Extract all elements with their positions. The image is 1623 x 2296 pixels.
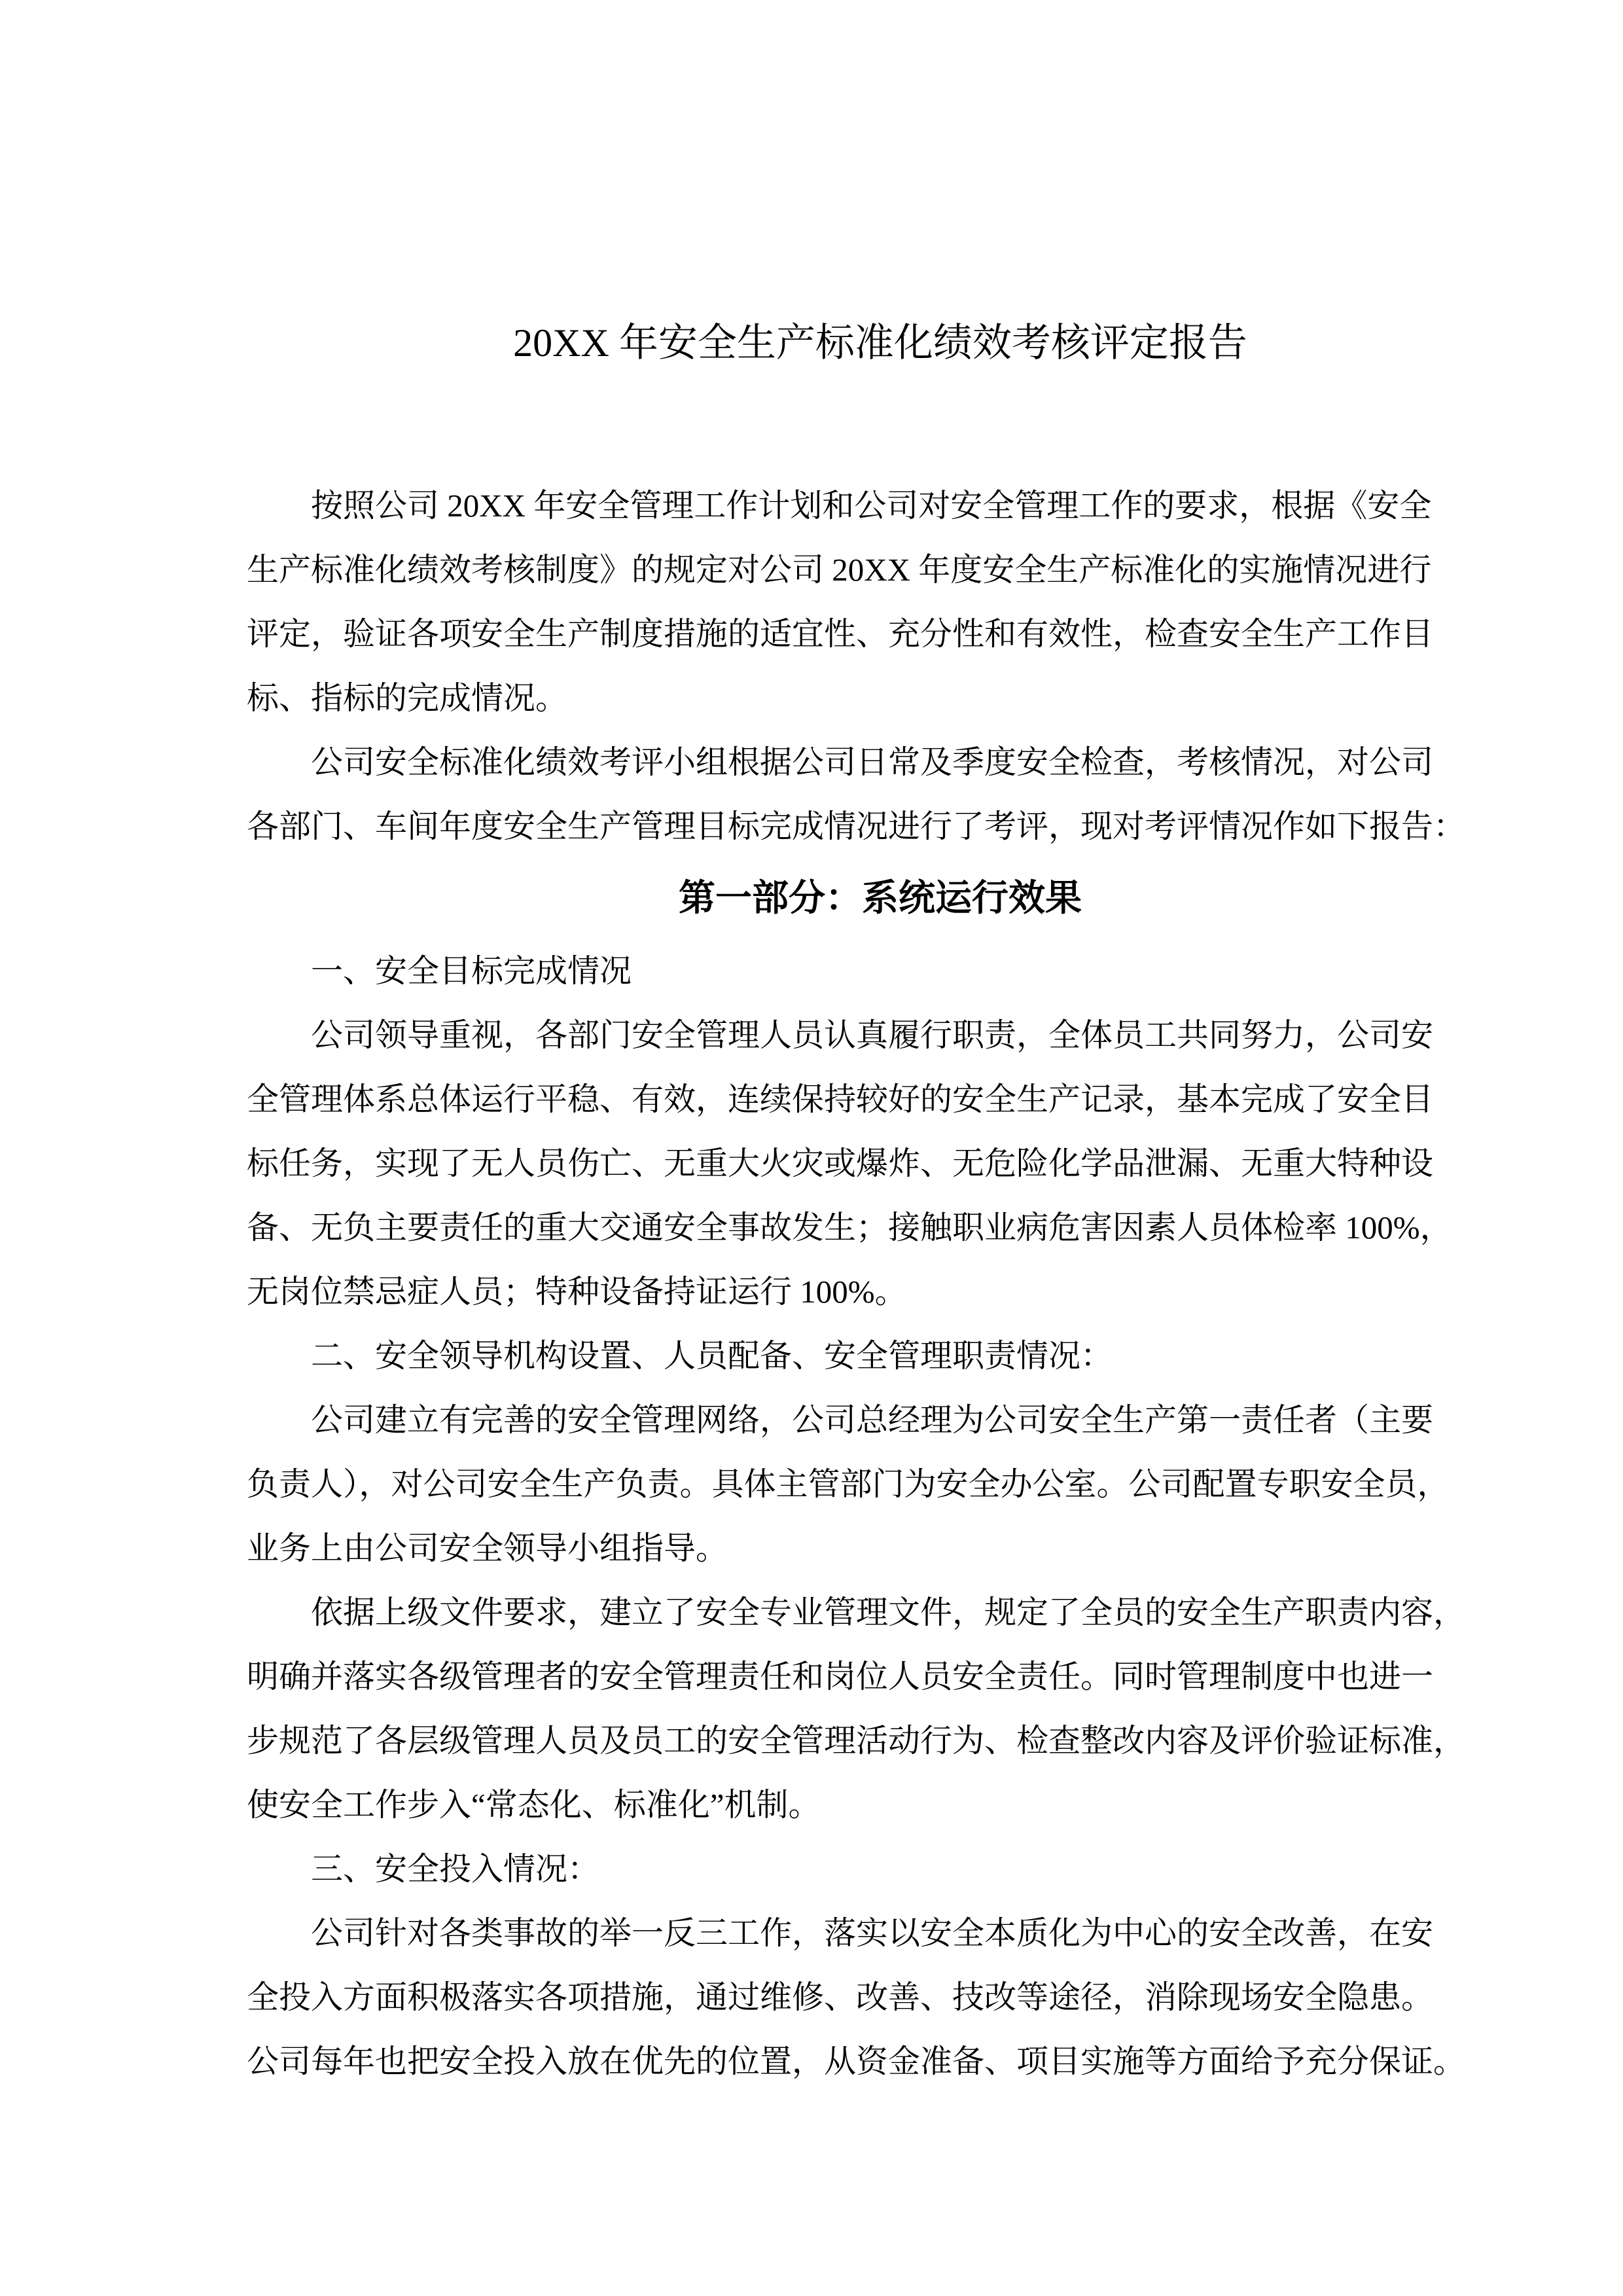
paragraph-first-line: 一、安全目标完成情况 (311, 953, 632, 989)
text-line: 明确并落实各级管理者的安全管理责任和岗位人员安全责任。同时管理制度中也进一 (247, 1659, 1434, 1695)
text-line: 使安全工作步入“常态化、标准化”机制。 (247, 1787, 821, 1823)
paragraph-first-line: 公司领导重视，各部门安全管理人员认真履行职责，全体员工共同努力，公司安 (311, 1017, 1434, 1053)
paragraph-first-line: 公司建立有完善的安全管理网络，公司总经理为公司安全生产第一责任者（主要 (311, 1402, 1434, 1438)
paragraph-first-line: 二、安全领导机构设置、人员配备、安全管理职责情况： (311, 1338, 1113, 1374)
paragraph-first-line: 公司针对各类事故的举一反三工作，落实以安全本质化为中心的安全改善，在安 (311, 1915, 1434, 1951)
paragraph-first-line: 三、安全投入情况： (311, 1851, 600, 1887)
text-line: 全投入方面积极落实各项措施，通过维修、改善、技改等途径，消除现场安全隐患。 (247, 1979, 1434, 2015)
text-line: 标任务，实现了无人员伤亡、无重大火灾或爆炸、无危险化学品泄漏、无重大特种设 (247, 1145, 1434, 1181)
text-line: 评定，验证各项安全生产制度措施的适宜性、充分性和有效性，检查安全生产工作目 (247, 616, 1434, 652)
text-line: 备、无负主要责任的重大交通安全事故发生；接触职业病危害因素人员体检率 100%， (247, 1210, 1452, 1246)
text-line: 无岗位禁忌症人员；特种设备持证运行 100%。 (247, 1274, 907, 1310)
text-line: 生产标准化绩效考核制度》的规定对公司 20XX 年度安全生产标准化的实施情况进行 (247, 552, 1432, 588)
text-line: 标、指标的完成情况。 (247, 680, 568, 716)
paragraph-first-line: 公司安全标准化绩效考评小组根据公司日常及季度安全检查，考核情况，对公司 (311, 744, 1434, 780)
text-line: 负责人），对公司安全生产负责。具体主管部门为安全办公室。公司配置专职安全员， (247, 1466, 1450, 1502)
document-title: 20XX 年安全生产标准化绩效考核评定报告 (513, 321, 1247, 365)
paragraph-first-line: 按照公司 20XX 年安全管理工作计划和公司对安全管理工作的要求，根据《安全 (311, 488, 1432, 524)
section-heading: 第一部分：系统运行效果 (679, 878, 1082, 919)
paragraph-first-line: 依据上级文件要求，建立了安全专业管理文件，规定了全员的安全生产职责内容， (311, 1594, 1466, 1630)
text-line: 公司每年也把安全投入放在优先的位置，从资金准备、项目实施等方面给予充分保证。 (247, 2043, 1466, 2079)
text-line: 步规范了各层级管理人员及员工的安全管理活动行为、检查整改内容及评价验证标准， (247, 1723, 1466, 1759)
document-body (247, 474, 1466, 2094)
text-line: 业务上由公司安全领导小组指导。 (247, 1530, 728, 1566)
text-line: 全管理体系总体运行平稳、有效，连续保持较好的安全生产记录，基本完成了安全目 (247, 1081, 1434, 1117)
text-line: 各部门、车间年度安全生产管理目标完成情况进行了考评，现对考评情况作如下报告： (247, 808, 1466, 844)
